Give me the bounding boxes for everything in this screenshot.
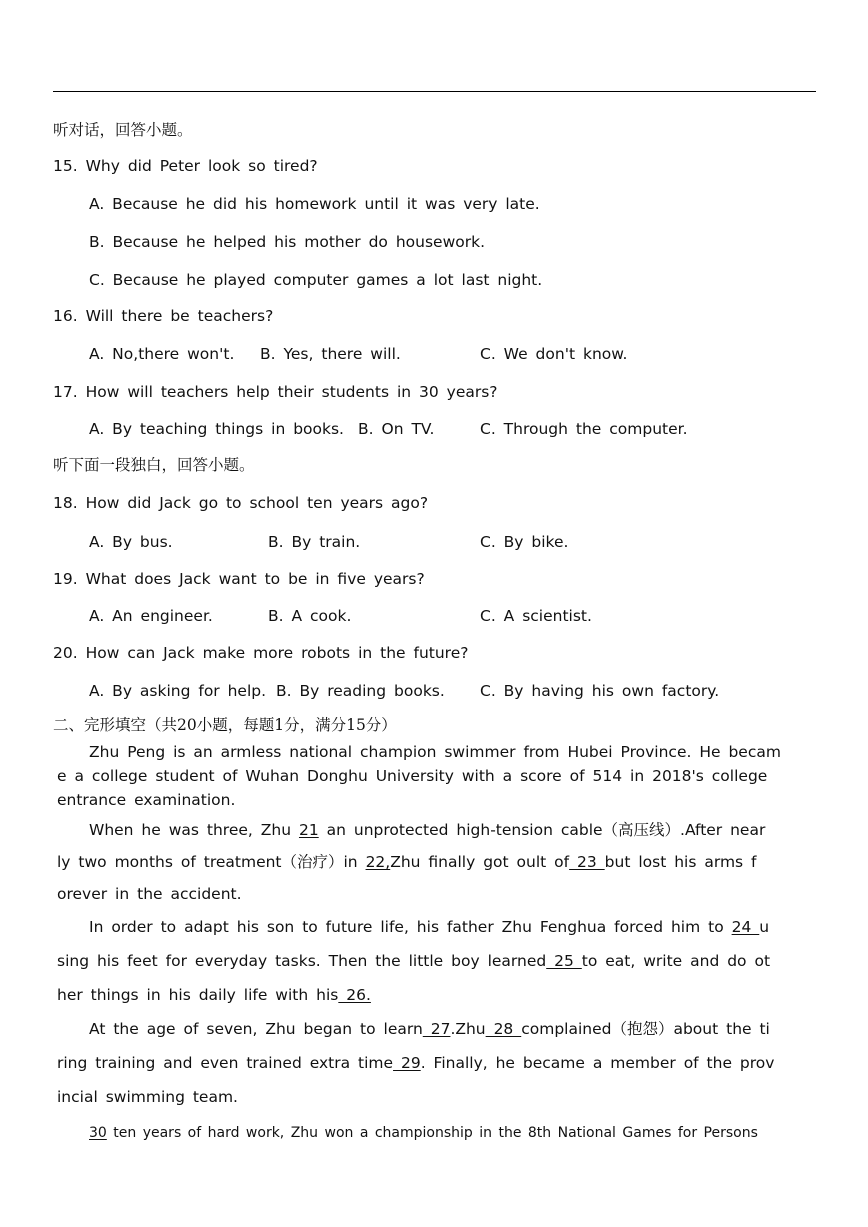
question-16-option-c: C. We don't know. bbox=[480, 345, 628, 363]
question-20-stem: 20. How can Jack make more robots in the future? bbox=[53, 644, 469, 662]
cloze-paragraph-3-line-2: sing his feet for everyday tasks. Then the little boy learned 25 to eat, write and do ot bbox=[57, 952, 771, 970]
cloze-paragraph-3-line-1: In order to adapt his son to future life, his father Zhu Fenghua forced him to 24 u bbox=[89, 918, 770, 936]
question-18-option-b: B. By train. bbox=[268, 533, 361, 551]
listening-header-dialogue: 听对话，回答小题。 bbox=[53, 121, 193, 139]
cloze-paragraph-3-line-3: her things in his daily life with his 26. bbox=[57, 986, 371, 1004]
question-19-option-a: A. An engineer. bbox=[89, 607, 213, 625]
question-17-option-a: A. By teaching things in books. bbox=[89, 420, 344, 438]
question-17-option-c: C. Through the computer. bbox=[480, 420, 688, 438]
blank-25: 25 bbox=[546, 952, 582, 970]
question-17-stem: 17. How will teachers help their students in 30 years? bbox=[53, 383, 498, 401]
question-16-stem: 16. Will there be teachers? bbox=[53, 307, 274, 325]
question-16-option-a: A. No,there won't. bbox=[89, 345, 235, 363]
cloze-paragraph-4-line-2: ring training and even trained extra time 29. Finally, he became a member of the prov bbox=[57, 1054, 775, 1072]
question-15-stem: 15. Why did Peter look so tired? bbox=[53, 157, 318, 175]
blank-24: 24 bbox=[731, 918, 760, 936]
question-18-option-a: A. By bus. bbox=[89, 533, 173, 551]
blank-26: 26. bbox=[338, 986, 371, 1004]
blank-23: 23 bbox=[569, 853, 605, 871]
listening-header-monologue: 听下面一段独白，回答小题。 bbox=[53, 456, 255, 474]
question-19-option-b: B. A cook. bbox=[268, 607, 352, 625]
question-15-option-b: B. Because he helped his mother do housework. bbox=[89, 233, 486, 251]
question-17-option-b: B. On TV. bbox=[358, 420, 435, 438]
question-16-option-b: B. Yes, there will. bbox=[260, 345, 401, 363]
question-15-option-a: A. Because he did his homework until it was very late. bbox=[89, 195, 540, 213]
cloze-paragraph-1-line-3: entrance examination. bbox=[57, 791, 236, 809]
cloze-paragraph-1-line-1: Zhu Peng is an armless national champion swimmer from Hubei Province. He becam bbox=[89, 743, 781, 761]
question-20-option-b: B. By reading books. bbox=[276, 682, 445, 700]
blank-22: 22, bbox=[365, 853, 391, 871]
question-18-option-c: C. By bike. bbox=[480, 533, 569, 551]
cloze-section-title: 二、完形填空（共20小题，每题1分，满分15分） bbox=[53, 716, 397, 734]
blank-21: 21 bbox=[298, 821, 319, 839]
cloze-paragraph-2-line-3: orever in the accident. bbox=[57, 885, 242, 903]
cloze-paragraph-4-line-1: At the age of seven, Zhu began to learn 27.Zhu 28 complained（抱怨）about the ti bbox=[89, 1020, 770, 1038]
question-15-option-c: C. Because he played computer games a lot last night. bbox=[89, 271, 543, 289]
question-18-stem: 18. How did Jack go to school ten years ago? bbox=[53, 494, 429, 512]
cloze-paragraph-2-line-2: ly two months of treatment（治疗）in 22,Zhu finally got oult of 23 but lost his arms f bbox=[57, 853, 757, 871]
cloze-paragraph-4-line-3: incial swimming team. bbox=[57, 1088, 238, 1106]
cloze-paragraph-2-line-1: When he was three, Zhu 21 an unprotected high-tension cable（高压线）.After near bbox=[89, 821, 766, 839]
blank-28: 28 bbox=[485, 1020, 522, 1038]
question-20-option-c: C. By having his own factory. bbox=[480, 682, 720, 700]
blank-30: 30 bbox=[89, 1125, 107, 1141]
cloze-paragraph-5-line-1: 30 ten years of hard work, Zhu won a championship in the 8th National Games for Persons bbox=[89, 1125, 758, 1141]
question-20-option-a: A. By asking for help. bbox=[89, 682, 267, 700]
cloze-paragraph-1-line-2: e a college student of Wuhan Donghu University with a score of 514 in 2018's college bbox=[57, 767, 768, 785]
blank-29: 29 bbox=[393, 1054, 421, 1072]
question-19-option-c: C. A scientist. bbox=[480, 607, 592, 625]
question-19-stem: 19. What does Jack want to be in five years? bbox=[53, 570, 425, 588]
header-rule bbox=[53, 91, 816, 92]
blank-27: 27 bbox=[422, 1020, 451, 1038]
